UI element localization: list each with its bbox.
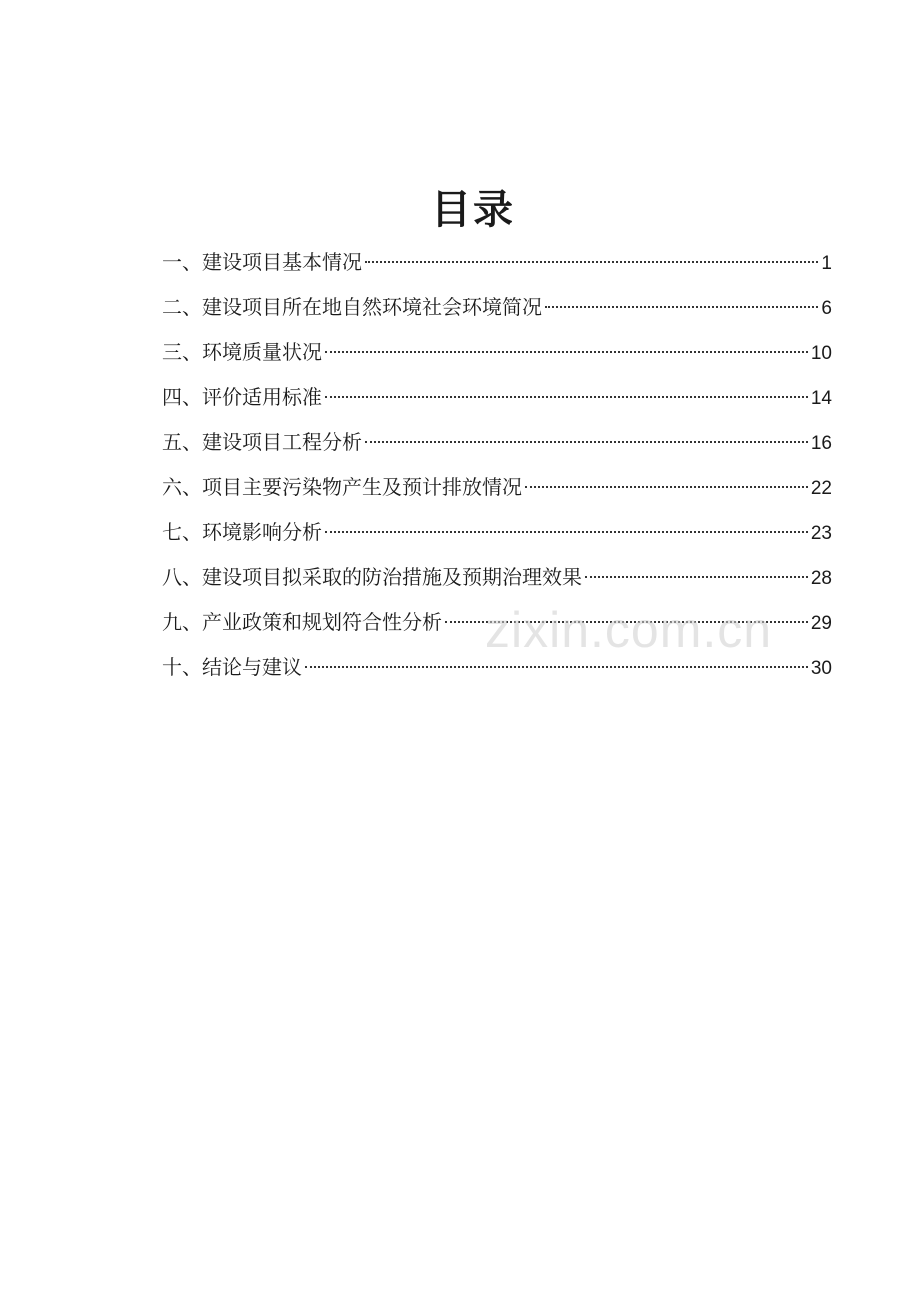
toc-entry-label: 一、建设项目基本情况	[162, 250, 362, 274]
toc-entry-label: 十、结论与建议	[162, 655, 302, 679]
toc-entry[interactable]	[162, 555, 832, 600]
toc-entry-label: 四、评价适用标准	[162, 385, 322, 409]
toc-entry-label: 六、项目主要污染物产生及预计排放情况	[162, 475, 522, 499]
dot-leader	[525, 486, 808, 488]
toc-entry-label: 九、产业政策和规划符合性分析	[162, 610, 442, 634]
dot-leader	[325, 396, 808, 398]
toc-entry-page: 10	[810, 343, 832, 364]
toc-entry-label: 三、环境质量状况	[162, 340, 322, 364]
toc-entry-label: 二、建设项目所在地自然环境社会环境简况	[162, 295, 542, 319]
toc-title: 目录	[431, 187, 515, 233]
toc-entry[interactable]	[162, 420, 832, 465]
toc-entry-page: 29	[810, 613, 832, 634]
toc-entry-page: 14	[810, 388, 832, 409]
dot-leader	[585, 576, 808, 578]
toc-entry-page: 22	[810, 478, 832, 499]
dot-leader	[325, 531, 808, 533]
toc-entry-page: 23	[810, 523, 832, 544]
dot-leader	[365, 441, 808, 443]
dot-leader	[365, 261, 818, 263]
toc-entry-page: 30	[810, 658, 832, 679]
dot-leader	[305, 666, 808, 668]
toc-entry-page: 1	[821, 253, 832, 274]
toc-entry-label: 七、环境影响分析	[162, 520, 322, 544]
toc-entry-label: 五、建设项目工程分析	[162, 430, 362, 454]
toc-entry-page: 6	[821, 298, 832, 319]
toc-entry[interactable]	[162, 375, 832, 420]
toc-entry-page: 28	[810, 568, 832, 589]
toc-entry[interactable]	[162, 510, 832, 555]
toc-entry[interactable]	[162, 285, 832, 330]
dot-leader	[545, 306, 818, 308]
toc-entry[interactable]	[162, 330, 832, 375]
toc-entry-label: 八、建设项目拟采取的防治措施及预期治理效果	[162, 565, 582, 589]
toc-entry-page: 16	[810, 433, 832, 454]
toc-entry[interactable]	[162, 240, 832, 285]
toc-entry[interactable]	[162, 465, 832, 510]
watermark-text: zixin.com.cn	[485, 602, 773, 658]
dot-leader	[325, 351, 808, 353]
